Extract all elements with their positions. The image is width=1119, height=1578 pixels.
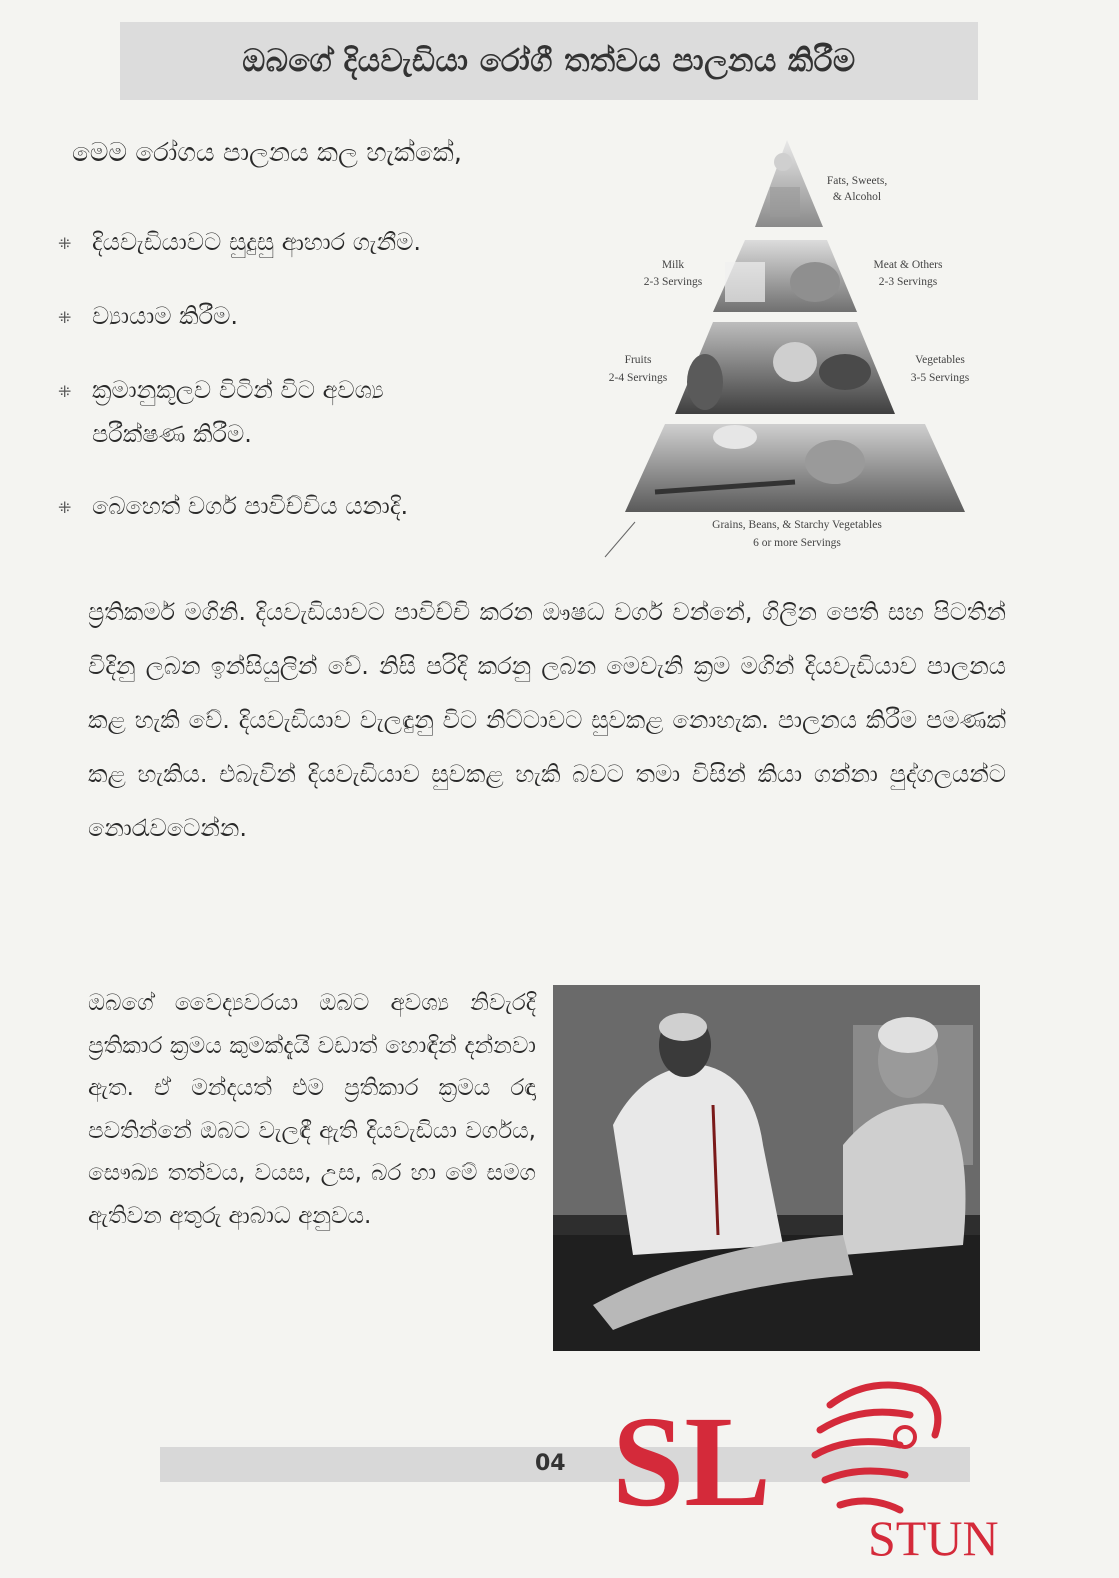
sl-stun-logo [600,1375,1040,1575]
pyramid-tier-milk-meat [713,240,857,312]
bullet-icon: ⁜ [58,308,72,327]
pyramid-label-milk-servings: 2-3 Servings [643,276,703,288]
list-item [58,220,558,266]
bullet-text: දියවැඩියාවට සුදුසු ආහාර ගැනීම. [92,228,422,256]
pyramid-label-milk: Milk [661,259,685,271]
pyramid-label-fats-2: & Alcohol [832,191,882,203]
pyramid-tier-grains [625,424,965,512]
bullet-text: ක්‍රමානුකූලව විටින් විට අවශ්‍ය පරීක්ෂණ කිරීම. [92,376,384,448]
pyramid-label-fruits-servings: 2-4 Servings [608,372,668,384]
pyramid-tier-fats [755,140,823,227]
pyramid-label-grains-servings: 6 or more Servings [753,537,841,549]
doctor-patient-photo [553,985,980,1351]
pyramid-label-fats: Fats, Sweets, [826,175,888,187]
pyramid-label-vegetables-servings: 3-5 Servings [910,372,970,384]
pyramid-label-meat: Meat & Others [873,259,943,271]
list-item [58,368,558,456]
pyramid-label-fruits: Fruits [624,354,652,366]
bullet-icon: ⁜ [58,234,72,253]
page-number: 04 [535,1451,566,1476]
bullet-icon: ⁜ [58,382,72,401]
bullet-text: බෙහෙත් වර්ග පාවිච්චිය යනාදි. [92,492,409,520]
body-paragraph-1: ප්‍රතිකර්ම මගිනි. දියවැඩියාවට පාවිච්චි කරන ඖෂධ වර්ග වන්නේ, ගිලින පෙති සහ පිටතින් විදිනු ලබන ඉන්සියුලින් වේ. නිසි පරිදි කරනු ලබන මෙවැනි ක්‍රම මගින් දියවැඩියාව පාලනය කළ හැකි වේ. දියවැඩියාව වැලඳුනු විට නිට්ටාවට සුවකළ නොහැක. පාලනය කිරීම පමණක් කළ හැකිය. එබැවින් දියවැඩියාව සුවකළ හැකි බවට තමා විසින් කියා ගන්නා පුද්ගලයන්ට නොරැවටෙන්න. [88,598,1006,842]
lion-head-icon [815,1385,938,1510]
intro-text: මෙම රෝගය පාලනය කල හැක්කේ, [72,138,463,168]
list-item [58,294,558,340]
food-pyramid-image [595,132,985,562]
logo-sub-text: STUN [868,1510,999,1566]
bullet-text: ව්‍යායාම කිරීම. [92,302,238,330]
page-title: ඔබගේ දියවැඩියා රෝගී තත්වය පාලනය කිරීම [242,42,856,79]
list-item [58,484,558,530]
pyramid-tier-fruits-vegetables [675,322,895,414]
logo-main-text: SL [612,1390,772,1534]
body-paragraph-2: ඔබගේ වෛද්‍යවරයා ඔබට අවශ්‍ය නිවැරදි ප්‍රතිකාර ක්‍රමය කුමක්දැයි වඩාත් හොඳින් දන්නවා ඇත. ඒ මන්දයත් එම ප්‍රතිකාර ක්‍රමය රඳා පවතින්නේ ඔබට වැලඳී ඇති දියවැඩියා වර්ගය, සෞඛ්‍ය තත්වය, වයස, උස, බර හා මේ සමග ඇතිවන අතුරු ආබාධ අනුවය. [88,990,536,1229]
title-bar [120,22,978,100]
pyramid-label-meat-servings: 2-3 Servings [878,276,938,288]
pyramid-label-grains: Grains, Beans, & Starchy Vegetables [712,519,882,531]
pyramid-label-vegetables: Vegetables [915,354,965,366]
bullet-icon: ⁜ [58,498,72,517]
bullet-list [58,220,558,558]
